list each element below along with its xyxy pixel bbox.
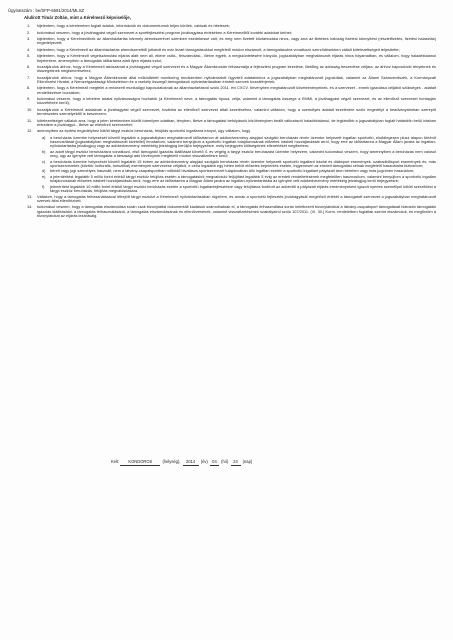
- year-field: 2014: [183, 459, 199, 466]
- declaration-item: 8. kijelentem, hogy a Kérelmező megfelel a rendezett munkaügyi kapcsolatoknak az államháztartásról szóló 2011. évi CXCV. törvényben meghatározott követelményeinek, és a szervezet - ennek igazolása céljából szükséges - adatait rendelkezésre bocsátom;: [27, 85, 436, 95]
- declaration-item: 2. tudomásul veszem, hogy a jóváhagyást végző szervezet a sportfejlesztési program jóváhagyása érdekében a Kérelmezőtől további adatokat kérhet;: [27, 29, 292, 35]
- declaration-item: 13. Vállalom, hogy a támogatás felhasználásával létrejött tárgyi eszközt a Kérelmező nyilvántartásában rögzítem, és annak a sportcélú fejlesztés jóváhagyását megelőző értékét a támogatott szervezet a jogszabályban meghatározott szervek által ellenőrizheti.: [27, 193, 436, 203]
- declaration-item: 4. kijelentem, hogy a Kérelmező az államháztartás alrendszereiből juttatott és már lezárt támogatásokkal megfelelő módon elszámolt, a támogatásokra vonatkozó szerződésekben vállalt kötelezettségeit teljesítette;: [27, 46, 400, 52]
- declaration-subitem: d) bérelt vagy jogi személyes használt, nem a látvány-csapatsportban működő hivatásos sportszervezet tulajdonában álló ingatlan esetén a sportcélú ingatlant pályázati áron bérelem vagy más jogcímen használom,: [42, 168, 415, 174]
- declaration-item: 14. tudomásul veszem, hogy a támogatás elszámolása során csak bizonylattal dokumentált kiadások számolhatóak el, a támogatás felhasználása során keletkezett bizonylatokkal a látvány-csapatsport támogatását biztosító támogatási igazolás kiállításától, a támogatás felhasználásáról, a támogatás elszámolásának és ellenőrzésének, valamint visszafizetésének szabályairól szóló 107/2011. (VI. 30.) Korm. rendeletben foglaltak szerint elszámolok, és megőrzöm a bizonylatokat az eljárás lezárásáig.: [27, 204, 436, 218]
- declaration-subitem: c) a beruházás üzembe helyezését követő legalább 15 évben az adókedvezmény alapjául szolgáló beruházás révén üzembe helyezett sportcélú ingatlant iskolai és diáksport események, szabadidősport események és, más sportszervezetek (köztük: kulturális, turisztikai) események szervezése céljából, e célra legalább egy héten belüli előzetes bejelentés esetén, ingyenesen az eredeti támogatási célnak megfelelő használatra biztosítom;: [42, 158, 436, 168]
- declaration-item: 6. hozzájárulok ahhoz, hogy a Kérelmező adószámát a jóváhagyást végző szervezet és a Magyar Államkincstár felhasználja a fejlesztési program kezelése, illetőleg az adósság beszedése céljára, az ahhoz kapcsolódó tényeknek és összegeknek megismeréséhez;: [27, 64, 436, 74]
- declaration-item: 5. kijelentem, hogy a Kérelmező végelszámolási eljárás alatt nem áll, ellene csőd-, felszámolási-, illetve egyéb, a megszüntetésére irányuló, jogszabályban meghatározott eljárás nincs folyamatban, és vállalom, hogy haladéktalanul bejelentem, amennyiben a támogatás időtartama alatt ilyen eljárás indul;: [27, 53, 436, 63]
- date-prefix: Kelt:: [111, 459, 120, 464]
- declaration-item: 12. amennyiben az építési engedélyhez kötött tárgyi eszköz beruházás, felújítás sportcélú ingatlanra irányul, úgy vállalom, hogy: [27, 128, 251, 134]
- day-field: 24: [231, 459, 241, 466]
- signature-date-line: [111, 459, 253, 466]
- declaration-list: [22, 24, 436, 220]
- declaration-subitem: f) jelenérítést legalább 10 millió forint értékű tárgyi eszköz beruházás esetén a sportcélú ingatlanfejlesztésre vagy felújításra fordított az adóévtől a pályázati eljárás eredményeként igazolt nyertes személlyel kötött szerződést a tárgyi eszköz beruházás, felújítás megvalósítására.: [42, 183, 436, 194]
- declaration-item: 9. tudomásul veszem, hogy a kérelem adatai nyilvánosságra hozhatók (a Kérelmező neve, a támogatás típusa, célja, valamint a támogatás összege a EMMI, a jóváhagyást végző szervezet, és az ellenőrző szervezet honlapján közzétételre kerül);: [27, 96, 436, 106]
- declaration-item: 1. kijelentem, hogy a kérelemben foglalt adatok, információk és dokumentumok teljes körűek, valósak és hitelesek;: [27, 23, 230, 28]
- year-label: (év): [200, 459, 208, 464]
- declaration-item: 11. kötelezettséget vállalok arra, hogy a jelen kérelemben közölt bármilyen adatban, tényben, illetve a támogatást befolyásoló körülményben beállt változásról haladéktalanul, de legkésőbb a jogszabályban foglalt határidőn belül írásban értesítem a jóváhagyó-, illetve az ellenőrző szervezetet;: [27, 117, 436, 127]
- day-label: (nap): [242, 459, 253, 464]
- declaration-subitem: a) a beruházás üzembe helyezését követő legalább a jogszabályban meghatározott időtartamon át adókedvezmény alapjául szolgáló beruházás révén üzembe helyezett ingatlan sportcélú, elsődlegesen plusz alapon történő hasznosítását (jogszabályban meghatározott kivétellel) fenntartom, valamint benyújtom a sportcélú ingatlan tulajdonosának előzetes írásbeli hozzájárulását arról, hogy erre az időtartamra a Magyar Állam javára az ingatlan-nyilvántartásba jelzálogjog vagy az adókedvezmény mértékéig jelzálogjog kerüljön bejegyzésre, mely bejegyzés költségeinek ellenértékét megfizetem;: [42, 134, 436, 149]
- declaration-item: 7. hozzájárulok ahhoz, hogy a Magyar Államkincstár által működtetett monitoring rendszerben nyilvántartott ügyviteli adatainkhoz a jogszabályban meghatározott jogosultak, valamint az Állami Számvevőszék, a Kormányzati Ellenőrzési Hivatal, a Nemzetgazdasági Minisztérium és a csekély összegű támogatások nyilvántartásában érintett szervek hozzáférjenek;: [27, 74, 436, 84]
- month-field: 04: [210, 459, 219, 466]
- declaration-subitem: e) a jelentérítést legalább 5 millió forint értékű tárgyi eszköz felújítás esetén a támogatásból megvalósuló feljújítást legalább 5 évig az eredeti rendeltetésének megfelelően hasznosítom, valamint benyújtom a sportcélú ingatlan tulajdonosának előzetes írásbeli hozzájárulását arról, hogy erre az időtartamra a Magyar Állam javára az ingatlan-nyilvántartásba az igénybe vett adókedvezmény mértékéig jelzálogjog kerül bejegyzésre;: [42, 174, 436, 184]
- declaration-item: 3. kijelentem, hogy a Kérelmezőnek az államháztartás bármely alrendszerével szemben esedékessé vált, és meg nem fizetett köztartozása nincs, vagy arra az illetékes hatóság fizetési könnyítést (részletfizetés, fizetési halasztás) engedélyezett;: [27, 36, 436, 46]
- declarant-intro: Alulírott Timár Zoltán, mint a Kérelmező képviselője,: [24, 15, 131, 20]
- reference-number: Ügyiratszám : be/SFP-6591/2014/MLSZ: [8, 8, 85, 13]
- place-label: (helység),: [162, 459, 181, 464]
- month-label: (hó): [221, 459, 229, 464]
- declaration-subitem: b) az adott tárgyi eszköz beruházásra vonatkozó, első támogatói igazolás kiállítását követő 4. év végéig a tárgyi eszköz beruházást üzembe helyezem, valamint tudomásul veszem, hogy amennyiben a beruházás nem valósul meg, úgy az igénybe vett támogatás a társasági adó törvénynek megfelelő módon visszafizetésre kerül;: [42, 148, 436, 158]
- place-field: KONDOROS: [120, 459, 160, 466]
- declaration-item: 10. hozzájárulok a Kérelmező adatainak a jóváhagyást végző szervezet, továbbá az ellenőrző szervezet általi kezeléséhez, valamint vállalom, hogy a személyes adatait kezelésére szóló engedélyt a beadványaimban szereplő természetes személyektől is beszerzem;: [27, 106, 436, 117]
